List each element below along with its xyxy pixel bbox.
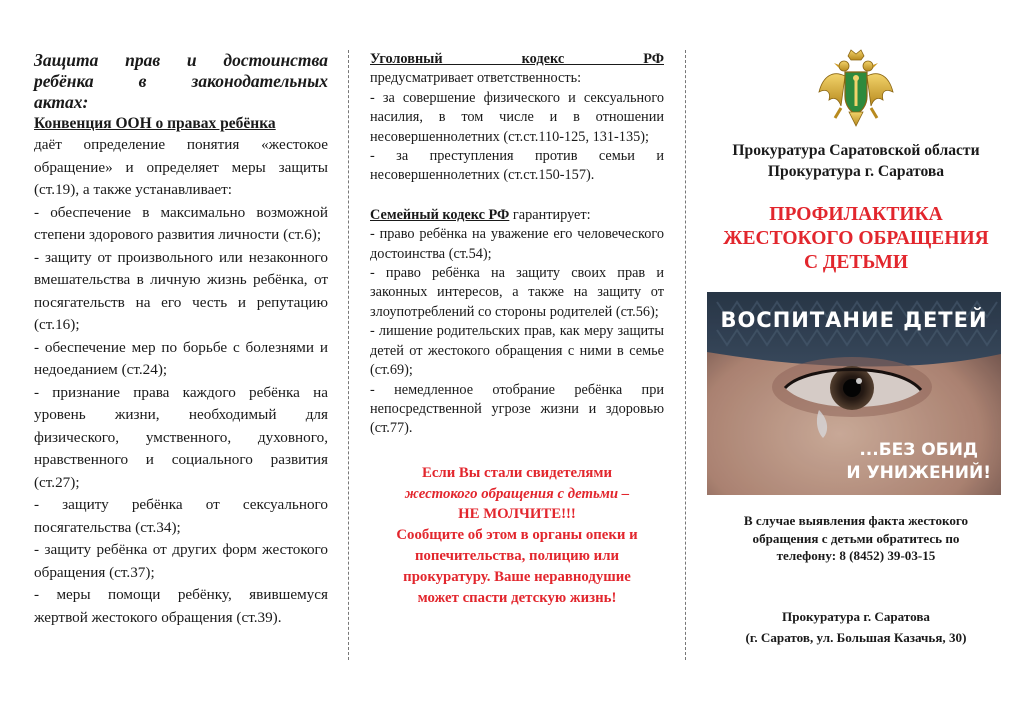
convention-item: - защиту от произвольного или незаконного вмешательства в личную жизнь ребёнка, от посягательств на его честь и репутацию (ст.16); <box>34 248 328 333</box>
family-code-item: - лишение родительских прав, как меру защиты детей от жестокого обращения с ними в семье (ст.69); <box>370 323 664 379</box>
call-to-action-line: НЕ МОЛЧИТЕ!!! <box>458 506 576 523</box>
city-prosecutor-name: Прокуратура г. Саратова <box>767 163 945 180</box>
family-code-item: - право ребёнка на защиту своих прав и законных интересов, а также на защиту от злоупотреблений со стороны родителей (ст.56); <box>370 265 664 320</box>
rights-heading-line-1: Защита прав и достоинства <box>34 50 328 70</box>
office-address <box>706 606 1006 648</box>
convention-item: - меры помощи ребёнку, явившемуся жертвой жестокого обращения (ст.39). <box>34 586 328 626</box>
criminal-code-section <box>370 50 664 186</box>
convention-item: - обеспечение в максимально возможной степени здорового развития личности (ст.6); <box>34 203 328 243</box>
photo-banner-text: ВОСПИТАНИЕ ДЕТЕЙ <box>720 308 988 333</box>
headline-line: ЖЕСТОКОГО ОБРАЩЕНИЯ <box>723 227 989 249</box>
convention-item: - обеспечение мер по борьбе с болезнями и недоеданием (ст.24); <box>34 338 328 378</box>
rights-heading-line-2: ребёнка в законодательных <box>34 71 328 91</box>
fold-divider-left <box>348 50 349 660</box>
family-code-intro: гарантирует: <box>509 206 591 223</box>
convention-item: - защиту ребёнка от других форм жестокого обращения (ст.37); <box>34 541 328 581</box>
photo-caption <box>846 439 991 485</box>
call-to-action-line: жестокого обращения с детьми – <box>404 485 630 502</box>
cover-column <box>706 50 1006 648</box>
family-code-item: - немедленное отобрание ребёнка при непосредственной угрозе жизни и здоровью (ст.77). <box>370 381 664 437</box>
family-code-item: - право ребёнка на уважение его человеческого достоинства (ст.54); <box>370 226 664 262</box>
criminal-code-intro: предусматривает ответственность: <box>370 70 582 87</box>
photo-caption-line: И УНИЖЕНИЙ! <box>846 463 991 484</box>
contact-line: В случае выявления факта жестокого <box>743 513 969 529</box>
double-headed-eagle-icon <box>815 48 897 130</box>
crying-child-photo <box>707 292 1001 495</box>
codes-column <box>370 50 664 608</box>
contact-info <box>706 512 1006 564</box>
headline-line: ПРОФИЛАКТИКА <box>769 204 943 225</box>
family-code-title: Семейный кодекс РФ <box>370 206 510 223</box>
call-to-action-line: Если Вы стали свидетелями <box>421 464 613 481</box>
brochure-headline <box>706 203 1006 274</box>
criminal-code-item: - за преступления против семьи и несовершеннолетних (ст.ст.150-157). <box>370 148 664 184</box>
call-to-action-line: Сообщите об этом в органы опеки и <box>396 527 638 544</box>
fold-divider-right <box>685 50 686 660</box>
rights-heading <box>34 50 328 113</box>
call-to-action-line: прокуратуру. Ваше неравнодушие <box>403 568 631 585</box>
office-name: Прокуратура г. Саратова <box>782 609 930 624</box>
rights-column <box>34 50 328 629</box>
criminal-code-title: Уголовный кодекс РФ <box>370 51 664 67</box>
office-street-address: (г. Саратов, ул. Большая Казачья, 30) <box>745 630 967 645</box>
convention-text <box>34 134 328 629</box>
un-convention-title: Конвенция ООН о правах ребёнка <box>34 115 276 132</box>
call-to-action <box>370 463 664 609</box>
contact-line: обращения с детьми обратитесь по <box>752 530 960 546</box>
prosecutor-emblem <box>706 48 1006 130</box>
convention-paragraph: даёт определение понятия «жестокое обращение» и определяет меры защиты (ст.19), а также устанавливает: <box>34 136 328 198</box>
family-code-section <box>370 206 664 439</box>
convention-item: - защиту ребёнка от сексуального посягательства (ст.34); <box>34 496 328 536</box>
phone-number-line: телефону: 8 (8452) 39-03-15 <box>776 547 936 563</box>
photo-caption-line: ...БЕЗ ОБИД <box>859 440 979 461</box>
call-to-action-line: попечительства, полицию или <box>414 547 620 564</box>
criminal-code-item: - за совершение физического и сексуального насилия, в том числе и в отношении несовершеннолетних (ст.ст.110-125, 131-135); <box>370 89 664 145</box>
organization-names <box>706 140 1006 182</box>
call-to-action-line: может спасти детскую жизнь! <box>417 589 617 606</box>
convention-item: - признание права каждого ребёнка на уровень жизни, необходимый для физического, умственного, духовного, нравственного и социального развития (ст.27); <box>34 383 328 491</box>
headline-line: С ДЕТЬМИ <box>803 251 909 273</box>
rights-heading-line-3: актах: <box>34 92 89 112</box>
regional-prosecutor-name: Прокуратура Саратовской области <box>732 142 980 159</box>
